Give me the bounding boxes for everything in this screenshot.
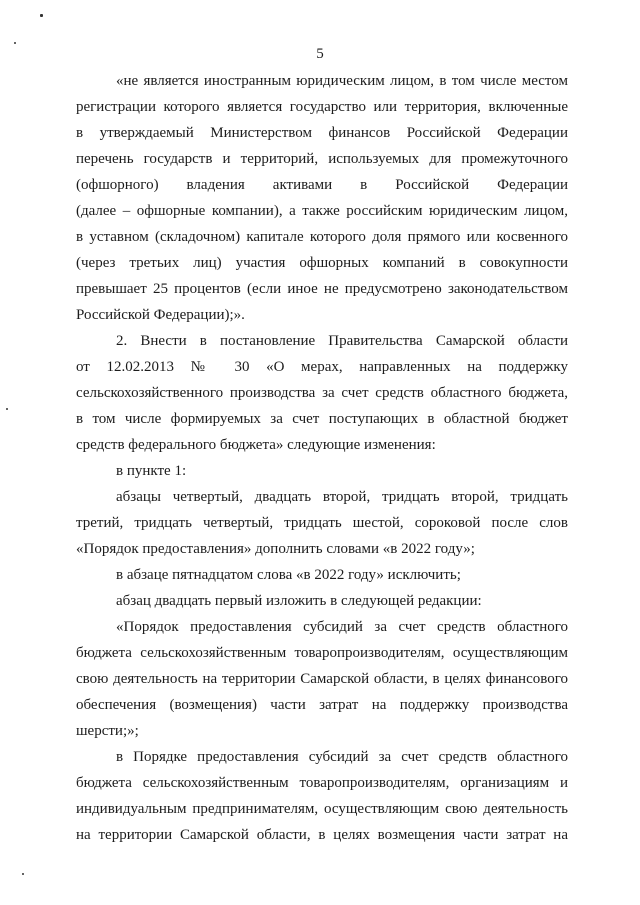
text-line: (офшорного) владения активами в Российской Федерации: [76, 177, 568, 193]
text-line: обеспечения (возмещения) части затрат на поддержку производства: [76, 697, 568, 713]
paragraph: [76, 484, 568, 562]
paragraph: [76, 744, 568, 848]
text-line: в Порядке предоставления субсидий за счет средств областного: [116, 749, 568, 765]
text-line: (через третьих лиц) участия офшорных компаний в совокупности: [76, 255, 568, 271]
scan-speck: [22, 873, 24, 875]
text-line: на территории Самарской области, в целях возмещения части затрат на: [76, 827, 568, 843]
text-line: 2. Внести в постановление Правительства Самарской области: [116, 333, 568, 349]
text-line: регистрации которого является государство или территория, включенные: [76, 99, 568, 115]
paragraph: [76, 562, 568, 588]
text-line: абзацы четвертый, двадцать второй, тридцать второй, тридцать: [116, 489, 568, 505]
text-line: в утверждаемый Министерством финансов Российской Федерации: [76, 125, 568, 141]
paragraph: [76, 68, 568, 328]
text-line: индивидуальным предпринимателям, осуществляющим свою деятельность: [76, 801, 568, 817]
text-line: шерсти;»;: [76, 723, 139, 739]
scan-speck: [40, 14, 43, 17]
text-line: бюджета сельскохозяйственным товаропроизводителям, организациям и: [76, 775, 568, 791]
text-line: сельскохозяйственного производства за счет средств областного бюджета,: [76, 385, 568, 401]
text-line: абзац двадцать первый изложить в следующей редакции:: [116, 593, 482, 609]
paragraph: [76, 614, 568, 744]
text-line: перечень государств и территорий, используемых для промежуточного: [76, 151, 568, 167]
text-line: в том числе формируемых за счет поступающих в областной бюджет: [76, 411, 568, 427]
paragraph: [76, 328, 568, 458]
scan-speck: [6, 408, 8, 410]
text-line: бюджета сельскохозяйственным товаропроизводителям, осуществляющим: [76, 645, 568, 661]
text-line: в уставном (складочном) капитале которого доля прямого или косвенного: [76, 229, 568, 245]
text-line: Российской Федерации);».: [76, 307, 245, 323]
text-line: в абзаце пятнадцатом слова «в 2022 году» исключить;: [116, 567, 461, 583]
page-number: 5: [316, 46, 324, 62]
paragraph: [76, 458, 568, 484]
paragraph: [76, 588, 568, 614]
text-line: превышает 25 процентов (если иное не предусмотрено законодательством: [76, 281, 568, 297]
text-line: средств федерального бюджета» следующие изменения:: [76, 437, 436, 453]
text-line: в пункте 1:: [116, 463, 187, 479]
text-line: (далее – офшорные компании), а также российским юридическим лицом,: [76, 203, 568, 219]
text-line: «не является иностранным юридическим лицом, в том числе местом: [116, 73, 568, 89]
text-line: «Порядок предоставления субсидий за счет средств областного: [116, 619, 568, 635]
text-line: третий, тридцать четвертый, тридцать шестой, сороковой после слов: [76, 515, 568, 531]
text-line: «Порядок предоставления» дополнить словами «в 2022 году»;: [76, 541, 475, 557]
text-line: от 12.02.2013 № 30 «О мерах, направленных на поддержку: [76, 359, 568, 375]
text-line: свою деятельность на территории Самарской области, в целях финансового: [76, 671, 568, 687]
